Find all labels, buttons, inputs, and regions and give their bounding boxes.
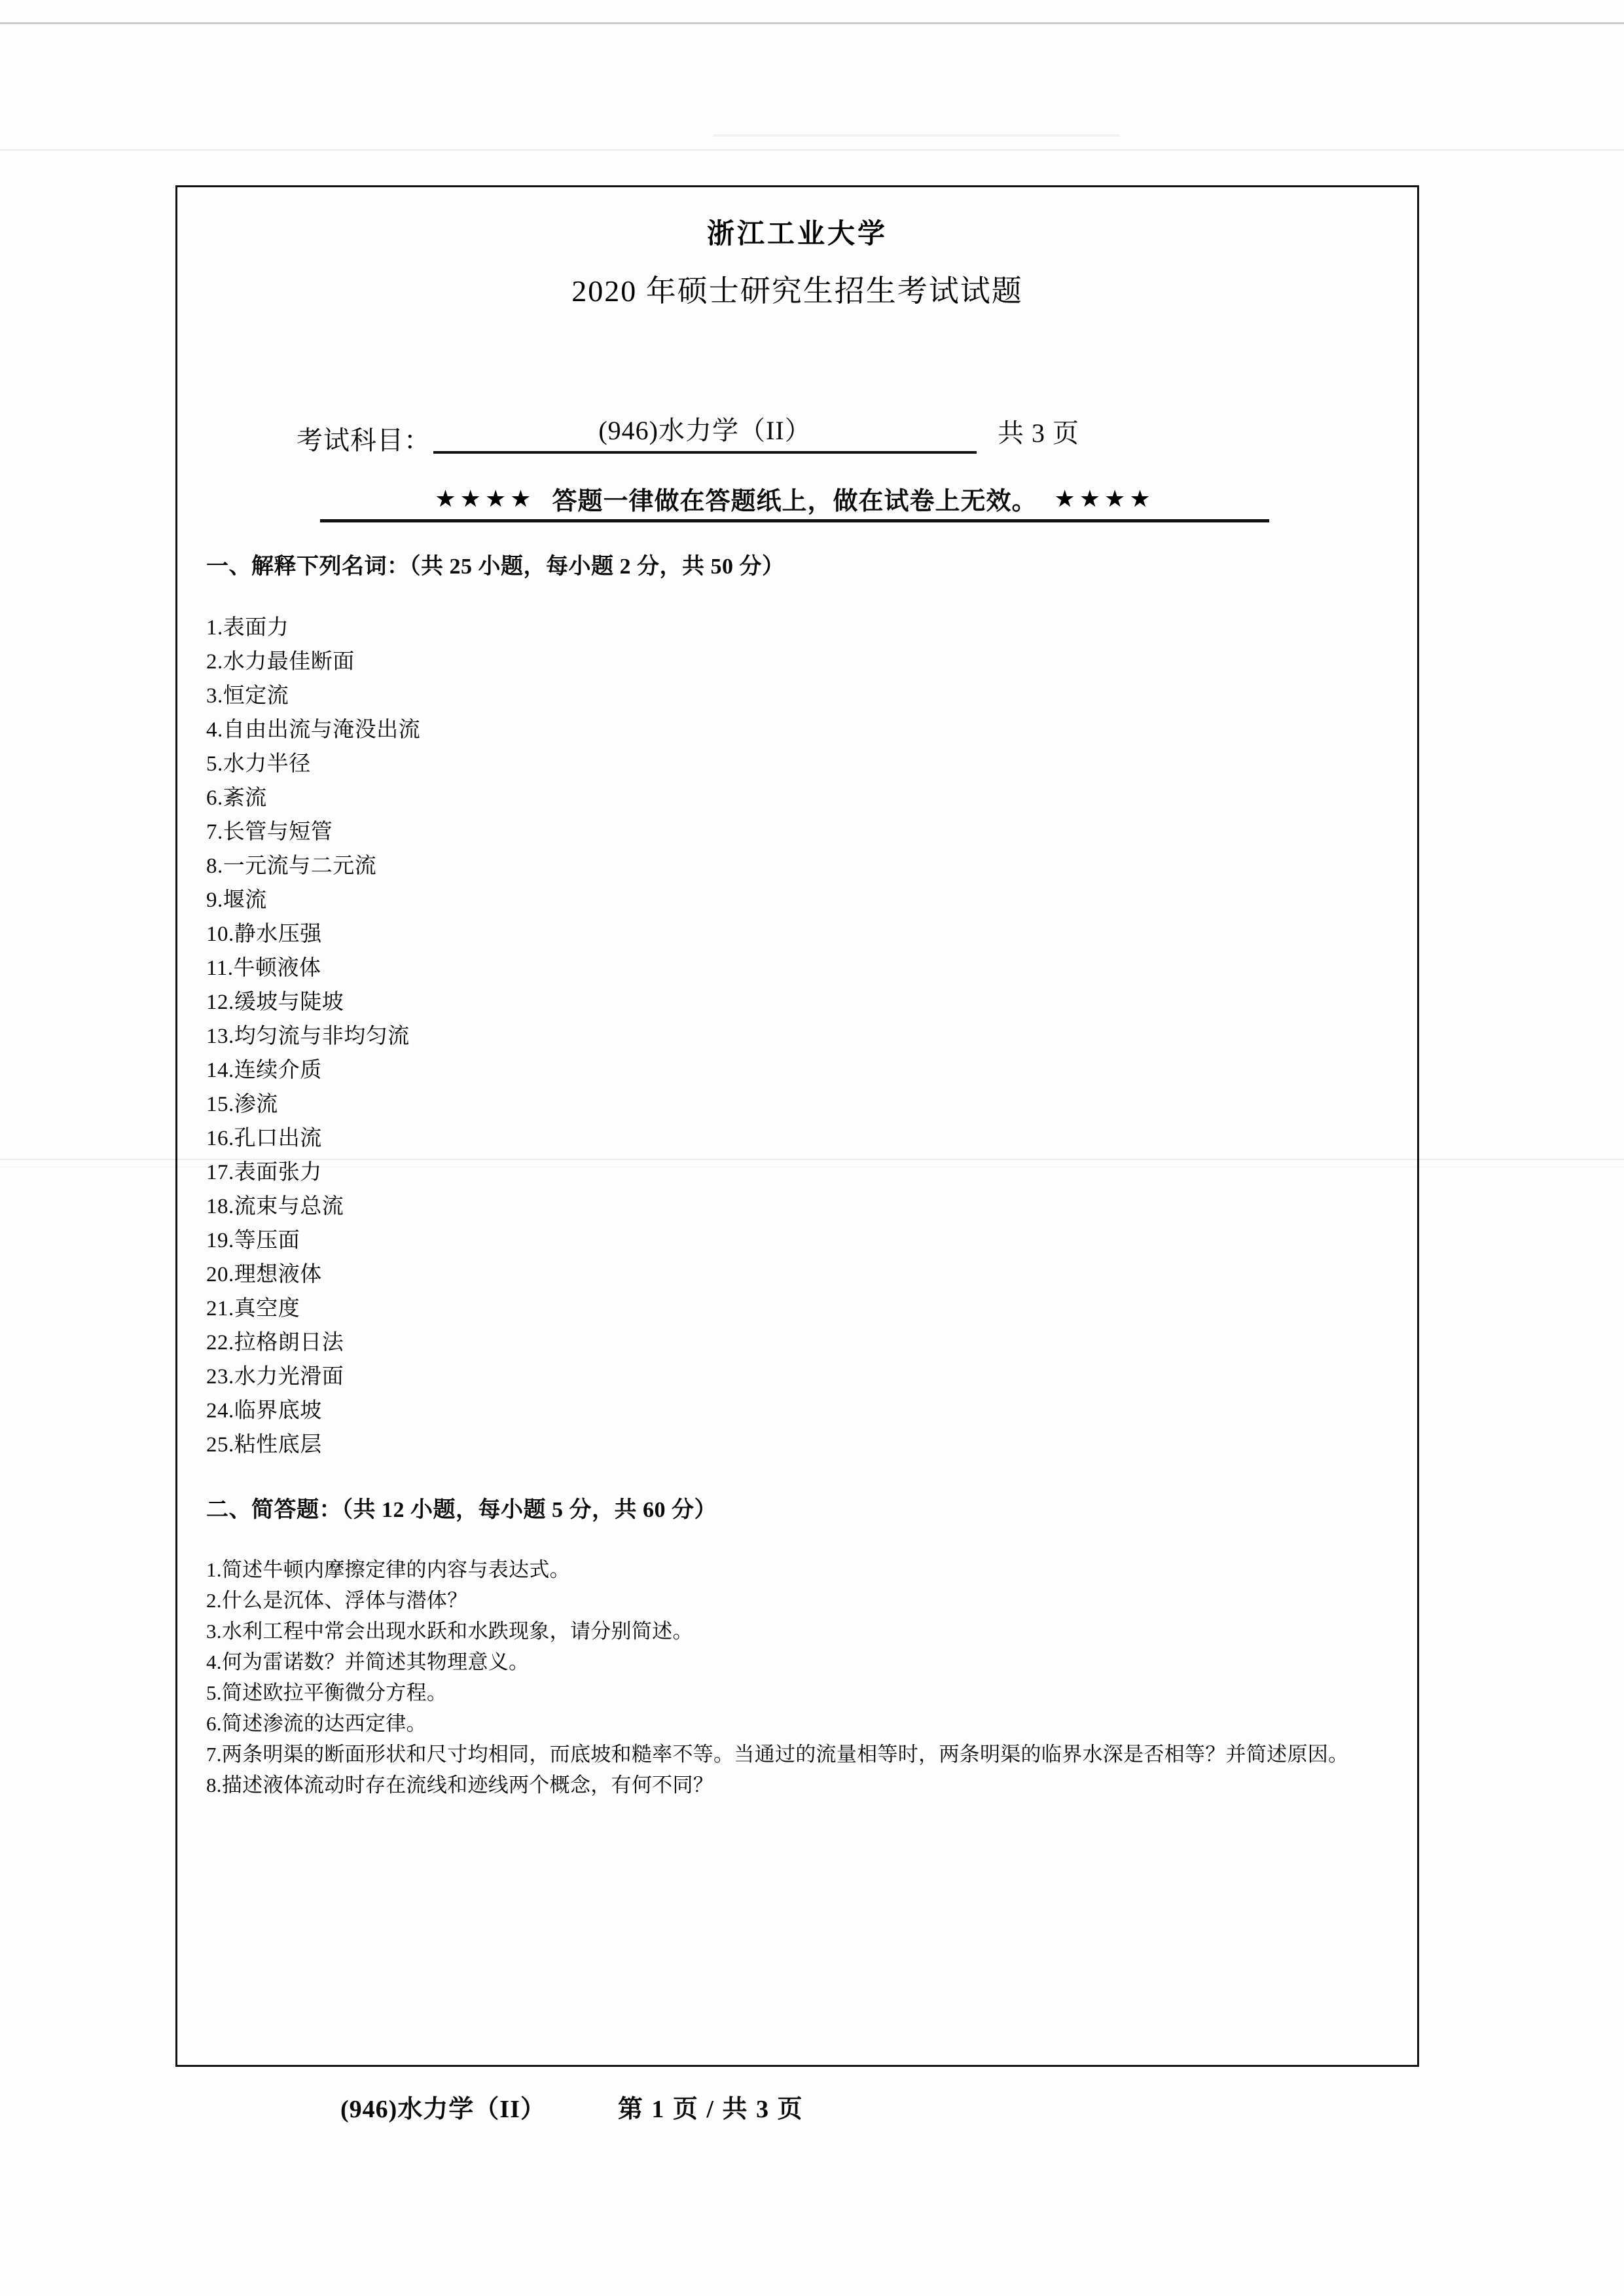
section-one [206, 554, 1388, 1462]
list-item: 22.拉格朗日法 [206, 1330, 344, 1355]
list-item: 23.水力光滑面 [206, 1364, 344, 1389]
list-item: 25.粘性底层 [206, 1432, 322, 1457]
list-item: 1.简述牛顿内摩擦定律的内容与表达式。 [206, 1558, 570, 1581]
subject-value: (946)水力学（II） [598, 416, 812, 445]
exam-title: 2020 年硕士研究生招生考试试题 [571, 274, 1023, 308]
list-item: 6.简述渗流的达西定律。 [206, 1711, 427, 1735]
list-item: 7.两条明渠的断面形状和尺寸均相同，而底坡和糙率不等。当通过的流量相等时，两条明渠的临界水深是否相等？并简述原因。 [206, 1742, 1349, 1766]
scan-crease-upper [0, 149, 1624, 151]
subject-value-field [433, 410, 977, 454]
subject-label: 考试科目： [297, 426, 431, 455]
subject-row [177, 410, 1417, 454]
list-item: 5.简述欧拉平衡微分方程。 [206, 1681, 448, 1704]
scan-crease-top [0, 22, 1624, 24]
list-item: 12.缓坡与陡坡 [206, 990, 344, 1014]
pages-total: 共 3 页 [998, 418, 1079, 448]
list-item: 18.流束与总流 [206, 1194, 344, 1218]
list-item: 3.水利工程中常会出现水跃和水跌现象，请分别简述。 [206, 1619, 693, 1643]
list-item: 9.堰流 [206, 888, 267, 912]
university-name: 浙江工业大学 [706, 217, 888, 249]
exam-paper-frame [175, 185, 1419, 2067]
list-item: 5.水力半径 [206, 752, 311, 776]
footer-page-number: 第 1 页 / 共 3 页 [617, 2096, 804, 2123]
section-two-heading: 二、简答题：（共 12 小题，每小题 5 分，共 60 分） [206, 1497, 717, 1522]
list-item: 4.自由出流与淹没出流 [206, 718, 421, 742]
section-two [206, 1497, 1388, 1800]
exam-body [189, 554, 1405, 1800]
list-item: 7.长管与短管 [206, 820, 333, 844]
list-item: 19.等压面 [206, 1228, 300, 1252]
list-item: 17.表面张力 [206, 1160, 322, 1184]
term-list [206, 611, 1388, 1462]
list-item: 3.恒定流 [206, 683, 289, 708]
star-decoration-right: ★★★★ [1054, 485, 1155, 512]
list-item: 24.临界底坡 [206, 1398, 322, 1423]
list-item: 1.表面力 [206, 615, 289, 640]
list-item: 13.均匀流与非均匀流 [206, 1024, 410, 1048]
list-item: 16.孔口出流 [206, 1126, 322, 1150]
footer-subject: (946)水力学（II） [340, 2096, 546, 2123]
list-item: 10.静水压强 [206, 922, 322, 946]
scan-artifact [713, 134, 1119, 137]
exam-header [177, 187, 1417, 310]
question-list [206, 1554, 1388, 1800]
list-item: 2.水力最佳断面 [206, 649, 355, 674]
list-item: 8.描述液体流动时存在流线和迹线两个概念，有何不同？ [206, 1773, 714, 1796]
list-item: 4.何为雷诺数？并简述其物理意义。 [206, 1650, 530, 1673]
list-item: 8.一元流与二元流 [206, 854, 377, 878]
answer-notice [320, 481, 1269, 522]
list-item: 14.连续介质 [206, 1058, 322, 1082]
list-item: 2.什么是沉体、浮体与潜体？ [206, 1588, 468, 1612]
list-item: 21.真空度 [206, 1296, 300, 1321]
list-item: 20.理想液体 [206, 1262, 322, 1286]
list-item: 11.牛顿液体 [206, 956, 321, 980]
list-item: 15.渗流 [206, 1092, 278, 1116]
notice-text: 答题一律做在答题纸上，做在试卷上无效。 [552, 488, 1038, 515]
section-one-heading: 一、解释下列名词：（共 25 小题，每小题 2 分，共 50 分） [206, 555, 785, 579]
page-footer [340, 2088, 1191, 2124]
list-item: 6.紊流 [206, 786, 267, 810]
star-decoration-left: ★★★★ [435, 485, 535, 512]
